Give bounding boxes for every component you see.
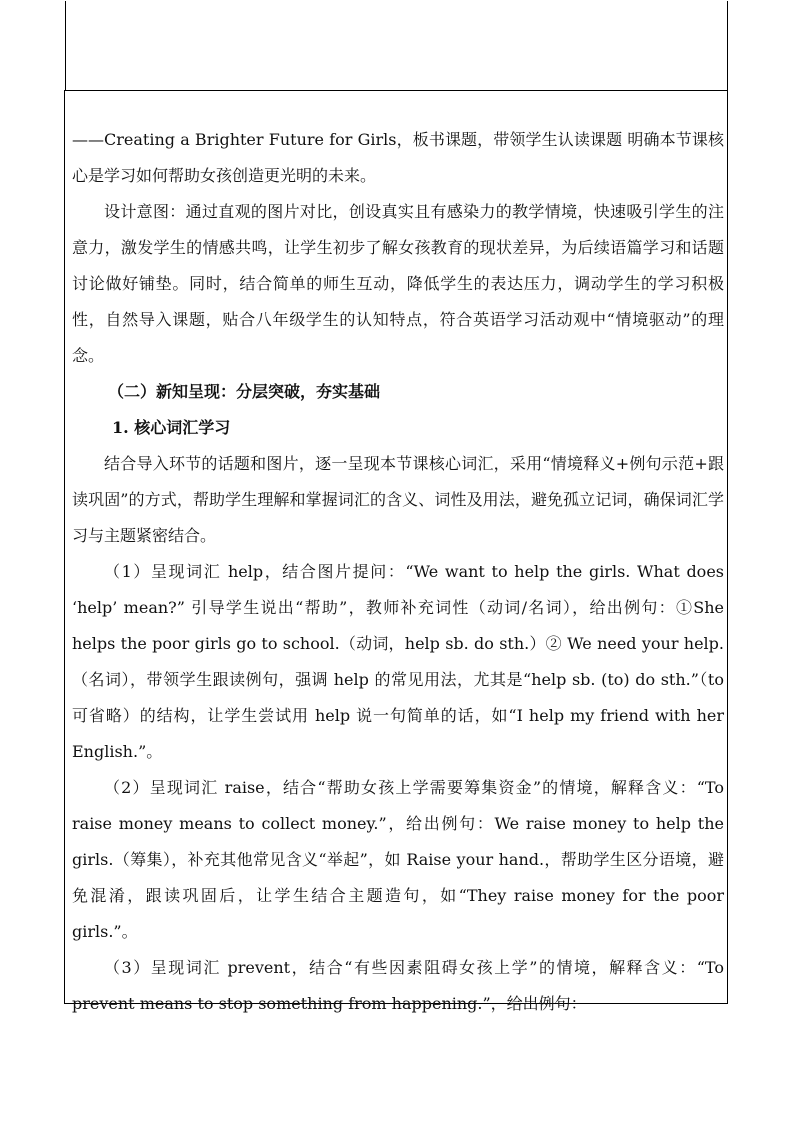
paragraph-vocab-help: （1）呈现词汇 help，结合图片提问：“We want to help the girls. What does ‘help’ mean?” 引导学生说出“帮助”，教师补充词性（动词/名词），给出例句：①She helps the poor girls go to school.（动词，help sb. do sth.）② We need your help.（名词），带领学生跟读例句，强调 help 的常见用法，尤其是“help sb. (to) do sth.”（to 可省略）的结构，让学生尝试用 help 说一句简单的话，如“I help my friend with her English.”。: [72, 562, 724, 761]
paragraph-title-intro: ——Creating a Brighter Future for Girls，板书课题，带领学生认读课题 明确本节课核心是学习如何帮助女孩创造更光明的未来。: [72, 130, 724, 185]
paragraph-vocab-prevent: （3）呈现词汇 prevent，结合“有些因素阻碍女孩上学”的情境，解释含义：“To prevent means to stop something from happening.”，给出例句：: [72, 958, 724, 1013]
paragraph-vocab-method: 结合导入环节的话题和图片，逐一呈现本节课核心词汇，采用“情境释义+例句示范+跟读巩固”的方式，帮助学生理解和掌握词汇的含义、词性及用法，避免孤立记词，确保词汇学习与主题紧密结合。: [72, 454, 724, 545]
paragraph-design-intent: 设计意图：通过直观的图片对比，创设真实且有感染力的教学情境，快速吸引学生的注意力，激发学生的情感共鸣，让学生初步了解女孩教育的现状差异，为后续语篇学习和话题讨论做好铺垫。同时，结合简单的师生互动，降低学生的表达压力，调动学生的学习积极性，自然导入课题，贴合八年级学生的认知特点，符合英语学习活动观中“情境驱动”的理念。: [72, 202, 724, 365]
paragraph-vocab-raise: （2）呈现词汇 raise，结合“帮助女孩上学需要筹集资金”的情境，解释含义：“To raise money means to collect money.”，给出例句：We raise money to help the girls.（筹集），补充其他常见含义“举起”，如 Raise your hand.，帮助学生区分语境，避免混淆，跟读巩固后，让学生结合主题造句，如“They raise money for the poor girls.”。: [72, 778, 724, 941]
section-heading: （二）新知呈现：分层突破，夯实基础: [108, 382, 381, 401]
subsection-heading: 1. 核心词汇学习: [112, 418, 231, 437]
document-body: [72, 122, 724, 1022]
